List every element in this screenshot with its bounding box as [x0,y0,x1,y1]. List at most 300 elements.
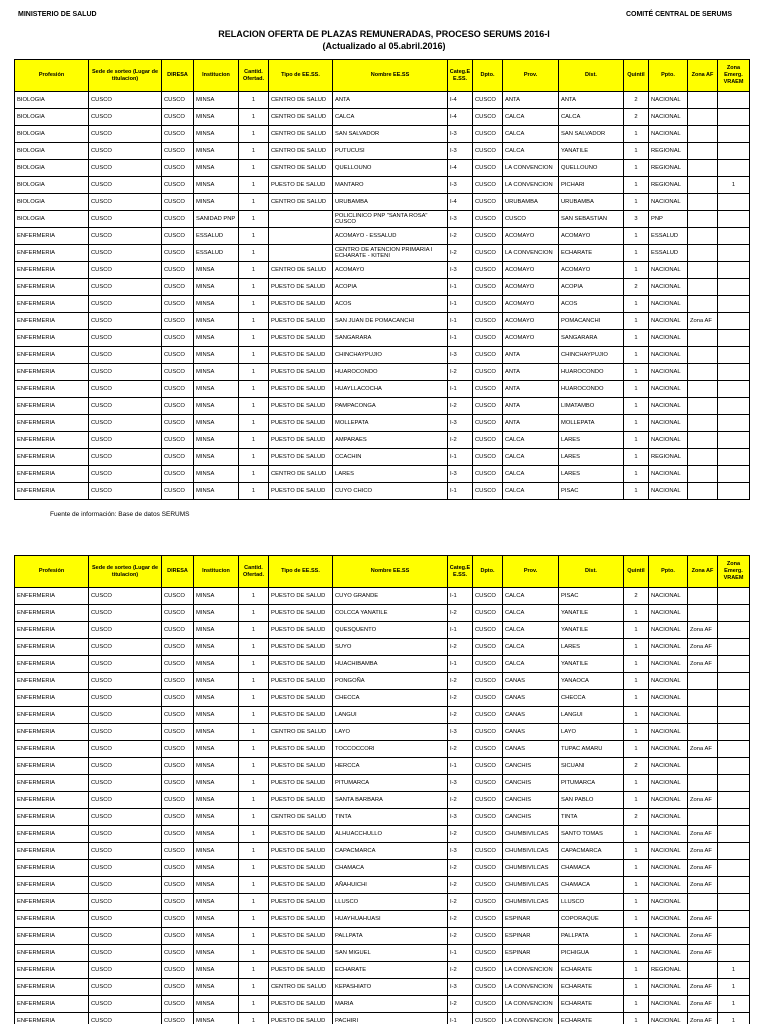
table-cell: MOLLEPATA [333,415,448,432]
table-cell: NACIONAL [649,979,688,996]
table-cell: 1 [624,945,649,962]
table-cell: CUSCO [473,483,503,500]
table-cell: MARIA [333,996,448,1013]
table-cell: CUSCO [473,758,503,775]
table-cell: 1 [624,792,649,809]
table-cell [718,707,750,724]
table-cell: MINSA [194,381,239,398]
table-cell: CALCA [503,449,559,466]
table-cell: CUSCO [162,347,194,364]
table-cell: CUSCO [162,622,194,639]
table-cell: Zona AF [688,313,718,330]
table-cell: 1 [624,432,649,449]
table-cell [688,758,718,775]
table-cell: ECHARATE [559,996,624,1013]
table-cell: PACHIRI [333,1013,448,1024]
table-cell: CUSCO [162,211,194,228]
table-cell: ACOMAYO [503,296,559,313]
table-cell [718,860,750,877]
table-cell: LA CONVENCION [503,1013,559,1024]
table-cell [688,364,718,381]
table-cell: NACIONAL [649,656,688,673]
table-cell: CUSCO [162,962,194,979]
table-cell: PUESTO DE SALUD [269,656,333,673]
table-cell: I-4 [448,194,473,211]
table-cell: MINSA [194,143,239,160]
table-cell: ENFERMERIA [15,605,89,622]
table-cell: NACIONAL [649,313,688,330]
table-cell: CENTRO DE SALUD [269,724,333,741]
table-cell [688,126,718,143]
table-cell: Zona AF [688,656,718,673]
table-cell: CUSCO [89,639,162,656]
table-cell: LA CONVENCION [503,177,559,194]
table-cell: CUSCO [162,432,194,449]
table-row [15,707,750,724]
table-cell [718,877,750,894]
table-cell: MINSA [194,160,239,177]
table-cell: 1 [239,245,269,262]
table-cell: ACOS [559,296,624,313]
table-cell [688,673,718,690]
table-cell: CUSCO [162,92,194,109]
table-row [15,877,750,894]
table-cell: SAN PABLO [559,792,624,809]
table-cell: 1 [624,483,649,500]
table-cell: CUSCO [89,177,162,194]
table-cell: HUAROCONDO [559,364,624,381]
table-cell: CUSCO [162,809,194,826]
header-committee: COMITÉ CENTRAL DE SERUMS [625,11,732,18]
table-row [15,724,750,741]
table-cell: PUESTO DE SALUD [269,296,333,313]
table-row [15,381,750,398]
table-cell: NACIONAL [649,296,688,313]
table-cell: CUSCO [162,143,194,160]
table-cell: CUSCO [162,330,194,347]
table-cell: I-2 [448,228,473,245]
table-cell: QUELLOUNO [559,160,624,177]
table-cell: LARES [333,466,448,483]
table-cell: CUSCO [473,194,503,211]
table-cell: URUBAMBA [503,194,559,211]
table-cell: CHECCA [559,690,624,707]
table-cell: I-2 [448,741,473,758]
table-cell: NACIONAL [649,262,688,279]
table-body [15,92,750,500]
table-header-row [15,60,750,92]
table-cell: CUSCO [89,1013,162,1024]
table-cell [718,588,750,605]
table-cell: 1 [239,296,269,313]
table-cell: CALCA [503,588,559,605]
table-cell: 1 [239,843,269,860]
table-cell: CENTRO DE SALUD [269,262,333,279]
table-cell: MINSA [194,826,239,843]
table-cell: PUESTO DE SALUD [269,690,333,707]
table-cell [688,483,718,500]
table-cell: MINSA [194,656,239,673]
table-cell [718,279,750,296]
column-header: Nombre EE.SS [333,556,448,588]
table-cell: HUACHIBAMBA [333,656,448,673]
table-cell: LLUSCO [333,894,448,911]
table-cell [718,758,750,775]
table-cell: 1 [239,415,269,432]
table-cell: 1 [624,996,649,1013]
table-cell: CENTRO DE SALUD [269,466,333,483]
table-cell: MINSA [194,194,239,211]
table-cell: NACIONAL [649,1013,688,1024]
table-cell: I-2 [448,894,473,911]
table-cell: ENFERMERIA [15,364,89,381]
table-cell: CUSCO [473,809,503,826]
table-cell: ECHARATE [559,1013,624,1024]
table-cell: NACIONAL [649,928,688,945]
table-cell: ACOMAYO [559,262,624,279]
table-cell: PUESTO DE SALUD [269,1013,333,1024]
table-cell: CUSCO [89,296,162,313]
table-cell: CUYO GRANDE [333,588,448,605]
table-cell: CUSCO [473,962,503,979]
table-cell: PUESTO DE SALUD [269,364,333,381]
table-cell: PUESTO DE SALUD [269,432,333,449]
table-cell: 1 [239,262,269,279]
table-cell: CUSCO [89,843,162,860]
table-cell: MINSA [194,279,239,296]
table-cell: 1 [239,741,269,758]
table-cell: ENFERMERIA [15,313,89,330]
table-cell [688,211,718,228]
table-cell: REGIONAL [649,449,688,466]
table-cell: CANCHIS [503,758,559,775]
table-row [15,160,750,177]
table-cell: PUESTO DE SALUD [269,911,333,928]
table-cell: CUSCO [89,928,162,945]
table-cell: CHAMACA [333,860,448,877]
table-cell: 1 [624,894,649,911]
table-cell: CUSCO [473,296,503,313]
table-cell: PUESTO DE SALUD [269,415,333,432]
table-cell: ESSALUD [194,245,239,262]
table-cell: URUBAMBA [559,194,624,211]
table-cell: 1 [239,109,269,126]
table-cell: NACIONAL [649,707,688,724]
table-cell: ENFERMERIA [15,673,89,690]
table-cell: LAYO [559,724,624,741]
table-cell: NACIONAL [649,415,688,432]
table-cell: CUSCO [89,690,162,707]
column-header: Dpto. [473,556,503,588]
table-cell: CENTRO DE SALUD [269,143,333,160]
table-cell: BIOLOGIA [15,211,89,228]
table-row [15,843,750,860]
table-cell: PUESTO DE SALUD [269,483,333,500]
table-cell [718,792,750,809]
table-cell: CUSCO [473,160,503,177]
table-cell [688,449,718,466]
table-cell: NACIONAL [649,809,688,826]
table-cell: 1 [624,466,649,483]
table-cell: CCACHIN [333,449,448,466]
table-cell: 1 [624,126,649,143]
table-cell: YANATILE [559,143,624,160]
table-row [15,962,750,979]
column-header: Prov. [503,60,559,92]
table-row [15,928,750,945]
table-cell: 1 [624,381,649,398]
table-cell: I-1 [448,588,473,605]
table-cell [718,724,750,741]
table-cell: HERCCA [333,758,448,775]
table-cell: ENFERMERIA [15,979,89,996]
table-cell: CUSCO [473,945,503,962]
table-row [15,296,750,313]
table-cell: CUSCO [162,656,194,673]
table-cell: 1 [239,313,269,330]
table-cell: CENTRO DE SALUD [269,126,333,143]
table-cell: NACIONAL [649,894,688,911]
table-cell: ENFERMERIA [15,449,89,466]
column-header: Profesión [15,556,89,588]
table-row [15,605,750,622]
table-row [15,860,750,877]
table-cell: ESSALUD [649,228,688,245]
table-cell: CUSCO [89,211,162,228]
table-cell: MINSA [194,296,239,313]
plazas-table-1 [14,59,750,500]
table-cell: MINSA [194,605,239,622]
table-cell: ACOMAYO - ESSALUD [333,228,448,245]
table-cell: CUSCO [473,398,503,415]
table-cell: LAYO [333,724,448,741]
table-cell: MINSA [194,996,239,1013]
table-cell: I-1 [448,279,473,296]
table-cell: PITUMARCA [559,775,624,792]
table-cell: NACIONAL [649,996,688,1013]
table-cell: MINSA [194,109,239,126]
table-row [15,996,750,1013]
table-cell [688,775,718,792]
table-cell: CUSCO [473,415,503,432]
table-cell [688,809,718,826]
table-cell [688,605,718,622]
table-cell: KEPASHIATO [333,979,448,996]
table-cell: ENFERMERIA [15,330,89,347]
table-cell: NACIONAL [649,588,688,605]
table-cell: CUSCO [473,860,503,877]
table-cell: LA CONVENCION [503,979,559,996]
table-cell: CUSCO [473,724,503,741]
table-cell: 1 [239,758,269,775]
table-cell: CUSCO [473,588,503,605]
table-cell: 1 [239,143,269,160]
table-cell [718,775,750,792]
table-cell: PUESTO DE SALUD [269,945,333,962]
table-cell: CUSCO [162,381,194,398]
table-cell: MINSA [194,690,239,707]
table-cell: 1 [624,673,649,690]
table-cell: CUSCO [473,979,503,996]
table-cell: MINSA [194,758,239,775]
table-cell: CHUMBIVILCAS [503,843,559,860]
table-cell [688,724,718,741]
table-cell: 1 [624,775,649,792]
table-cell: CENTRO DE SALUD [269,160,333,177]
table-cell: CUSCO [89,398,162,415]
table-cell: ACOMAYO [503,228,559,245]
table-cell: CANCHIS [503,792,559,809]
column-header: Institucion [194,556,239,588]
table-cell [718,656,750,673]
table-cell: PUESTO DE SALUD [269,996,333,1013]
table-cell: CUSCO [89,809,162,826]
table-cell: 1 [239,364,269,381]
table-cell: CUSCO [473,381,503,398]
table-cell [688,347,718,364]
table-cell: NACIONAL [649,860,688,877]
table-cell: LARES [559,449,624,466]
table-cell: CANAS [503,690,559,707]
table-cell: CHAMACA [559,860,624,877]
table-cell: 1 [624,639,649,656]
table-cell [269,211,333,228]
table-cell: ENFERMERIA [15,792,89,809]
column-header: Cantid. Ofertad. [239,556,269,588]
table-cell: MINSA [194,466,239,483]
table-cell: CALCA [503,466,559,483]
table-cell: CUSCO [473,911,503,928]
table-cell: I-1 [448,483,473,500]
table-cell: MINSA [194,792,239,809]
table-cell: CUSCO [89,826,162,843]
table-cell: CUSCO [89,279,162,296]
table-cell: 1 [239,381,269,398]
table-cell [688,894,718,911]
table-cell: MINSA [194,741,239,758]
table-cell: YANAOCA [559,673,624,690]
table-cell: I-2 [448,792,473,809]
table-cell [269,228,333,245]
table-cell: CUSCO [89,330,162,347]
table-cell: CUSCO [473,211,503,228]
table-cell: ACOS [333,296,448,313]
table-cell: 1 [239,1013,269,1024]
table-cell: CUSCO [89,109,162,126]
table-cell: CUSCO [89,228,162,245]
table-cell: I-2 [448,911,473,928]
table-cell: PUESTO DE SALUD [269,330,333,347]
table-row [15,809,750,826]
table-cell [718,262,750,279]
table-cell: CUSCO [162,126,194,143]
table-row [15,979,750,996]
table-cell [688,588,718,605]
table-cell: CUSCO [473,364,503,381]
table-cell: 1 [239,979,269,996]
table-cell: 1 [239,639,269,656]
table-cell [718,449,750,466]
table-cell: NACIONAL [649,432,688,449]
table-cell: CUSCO [162,415,194,432]
table-cell [688,466,718,483]
table-cell: MINSA [194,1013,239,1024]
table-cell: 1 [624,160,649,177]
table-cell: ENFERMERIA [15,690,89,707]
table-cell: PUESTO DE SALUD [269,588,333,605]
table-cell: NACIONAL [649,605,688,622]
table-cell: 1 [624,979,649,996]
table-cell: 1 [624,1013,649,1024]
table-cell: 1 [239,449,269,466]
table-cell: 1 [239,809,269,826]
table-row [15,792,750,809]
table-cell: I-2 [448,673,473,690]
table-cell: PUESTO DE SALUD [269,860,333,877]
table-cell: I-2 [448,690,473,707]
table-cell: PITUMARCA [333,775,448,792]
table-cell: MINSA [194,622,239,639]
table-cell: MINSA [194,673,239,690]
table-cell: CUSCO [162,262,194,279]
column-header: DIRESA [162,60,194,92]
column-header: Quintil [624,556,649,588]
document-subtitle: (Actualizado al 05.abril.2016) [322,41,446,51]
table-cell: MINSA [194,398,239,415]
table-cell: CUSCO [89,92,162,109]
table-cell: ECHARATE [333,962,448,979]
table-cell: ENFERMERIA [15,483,89,500]
table-cell: CUSCO [473,1013,503,1024]
table-cell: CUSCO [473,707,503,724]
table-cell: CUSCO [473,466,503,483]
table-cell: PALLPATA [559,928,624,945]
table-cell: AMPARAES [333,432,448,449]
table-cell: 1 [239,860,269,877]
table-cell: PICHIGUA [559,945,624,962]
table-cell: QUELLOUNO [333,160,448,177]
table-cell: PUESTO DE SALUD [269,928,333,945]
table-cell: CUSCO [162,673,194,690]
table-cell: LA CONVENCION [503,245,559,262]
table-cell: MINSA [194,415,239,432]
table-row [15,415,750,432]
table-row [15,826,750,843]
column-header: Zona AF [688,556,718,588]
table-cell: ESSALUD [649,245,688,262]
table-cell: MINSA [194,707,239,724]
table-cell: I-3 [448,979,473,996]
table-cell: CUSCO [473,894,503,911]
table-cell: Zona AF [688,792,718,809]
table-cell: CUSCO [162,398,194,415]
table-body [15,588,750,1024]
table-cell: Zona AF [688,639,718,656]
table-cell: 2 [624,758,649,775]
table-cell: 1 [239,690,269,707]
table-cell: HUAYLLACOCHA [333,381,448,398]
column-header: Dist. [559,60,624,92]
table-cell: I-1 [448,758,473,775]
table-row [15,330,750,347]
table-row [15,432,750,449]
table-cell: CUSCO [162,160,194,177]
table-cell: PUESTO DE SALUD [269,639,333,656]
column-header: Tipo de EE.SS. [269,60,333,92]
table-cell: 1 [624,313,649,330]
table-cell: ENFERMERIA [15,656,89,673]
table-cell: ENFERMERIA [15,347,89,364]
